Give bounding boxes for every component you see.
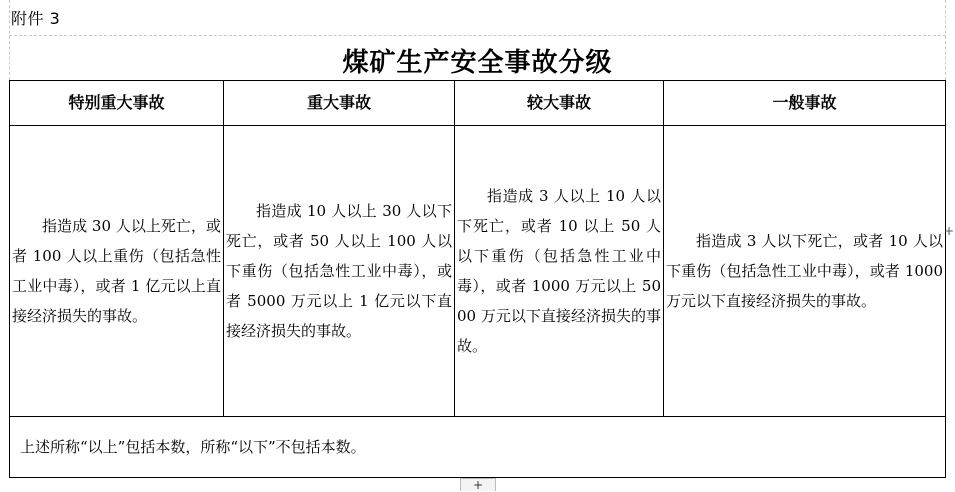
header-cell-general[interactable]: 一般事故 xyxy=(664,81,946,126)
definition-cell-larger[interactable] xyxy=(455,126,664,417)
definition-text: 指造成 3 人以上 10 人以下死亡，或者 10 以上 50 人以下重伤（包括急性工业中毒），或者 1000 万元以上 5000 万元以下直接经济损失的事故。 xyxy=(457,187,661,355)
definition-cell-major[interactable] xyxy=(224,126,455,417)
definition-cell-general[interactable] xyxy=(664,126,946,417)
definition-text: 指造成 30 人以上死亡，或者 100 人以上重伤（包括急性工业中毒），或者 1 亿元以上直接经济损失的事故。 xyxy=(12,217,221,325)
accident-grade-table xyxy=(9,80,946,478)
definition-cell-especially-major[interactable] xyxy=(10,126,224,417)
header-cell-larger[interactable]: 较大事故 xyxy=(455,81,664,126)
table-note-row xyxy=(10,417,946,478)
definition-text: 指造成 10 人以上 30 人以下死亡，或者 50 人以上 100 人以下重伤（包括急性工业中毒），或者 5000 万元以上 1 亿元以下直接经济损失的事故。 xyxy=(226,202,452,340)
table-resize-handle-icon[interactable]: + xyxy=(944,224,955,238)
header-cell-major[interactable]: 重大事故 xyxy=(224,81,455,126)
document-title: 煤矿生产安全事故分级 xyxy=(342,48,613,78)
margin-guide-top xyxy=(9,35,946,36)
header-cell-especially-major[interactable]: 特别重大事故 xyxy=(10,81,224,126)
definition-text: 指造成 3 人以下死亡，或者 10 人以下重伤（包括急性工业中毒），或者 1000 万元以下直接经济损失的事故。 xyxy=(666,232,943,310)
add-row-handle-icon[interactable]: + xyxy=(460,478,496,491)
note-cell[interactable]: 上述所称“以上”包括本数，所称“以下”不包括本数。 xyxy=(10,417,946,478)
annex-label: 附件 3 xyxy=(11,9,61,28)
table-header-row xyxy=(10,81,946,126)
table-body-row xyxy=(10,126,946,417)
